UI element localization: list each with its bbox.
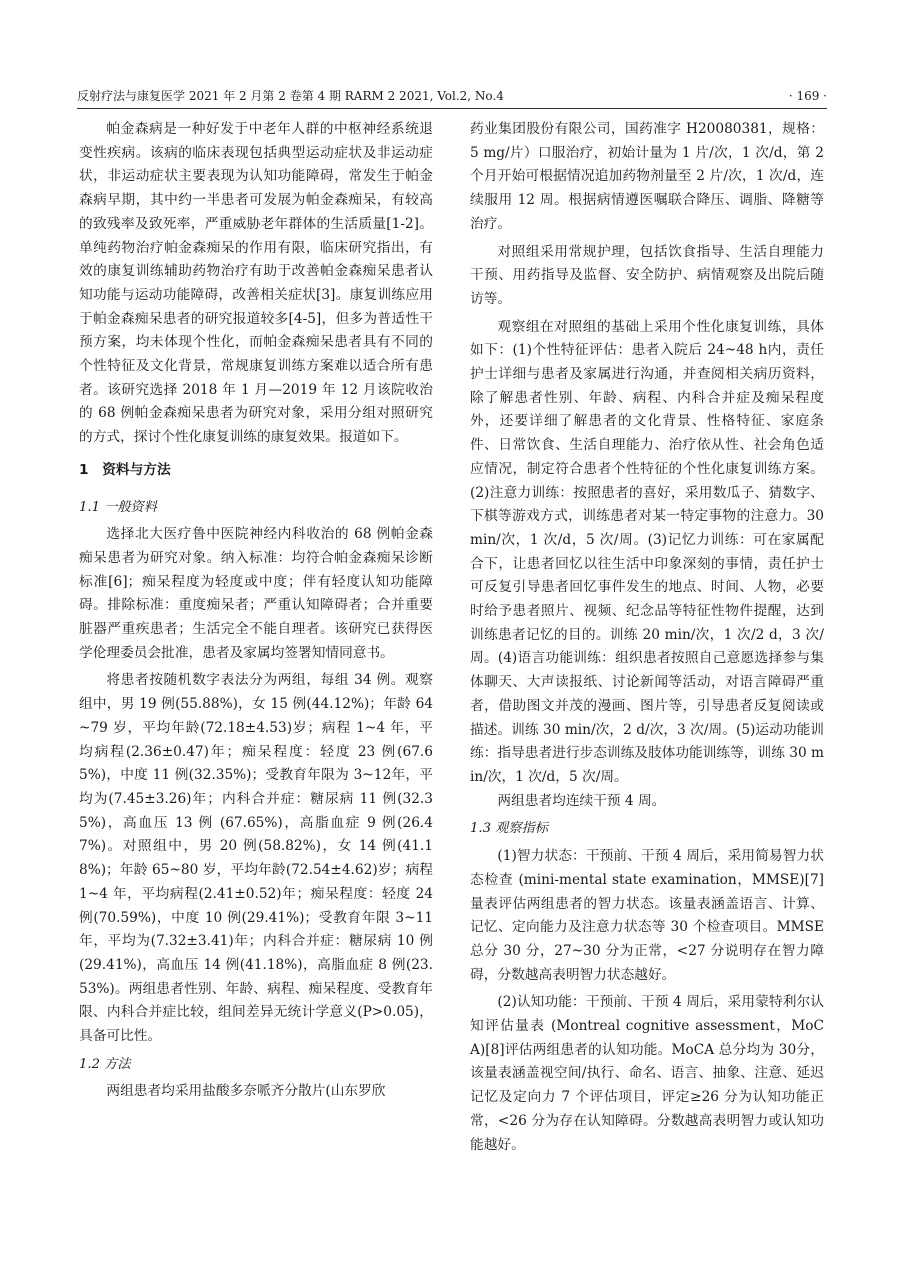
page-number: · 169 ·: [788, 89, 827, 103]
intro-paragraph: 帕金森病是一种好发于中老年人群的中枢神经系统退变性疾病。该病的临床表现包括典型运动症状及非运动症状，非运动症状主要表现为认知功能障碍，常发生于帕金森病早期，其中约一半患者可发展为帕金森痴呆，有较高的致残率及致死率，严重威胁老年群体的生活质量[1-2]。单纯药物治疗帕金森痴呆的作用有限，临床研究指出，有效的康复训练辅助药物治疗有助于改善帕金森痴呆患者认知功能与运动功能障碍，改善相关症状[3]。康复训练应用于帕金森痴呆患者的研究报道较多[4-5]，但多为普适性干预方案，均未体现个性化，而帕金森痴呆患者具有不同的个性特征及文化背景，常规康复训练方案难以适合所有患者。该研究选择 2018 年 1 月—2019 年 12 月该院收治的 68 例帕金森痴呆患者为研究对象，采用分组对照研究的方式，探讨个性化康复训练的康复效果。报道如下。: [79, 121, 433, 446]
mmse-paragraph: (1)智力状态：干预前、干预 4 周后，采用简易智力状态检查 (mini-mental state examination，MMSE)[7]量表评估两组患者的智力状态。该量表涵盖语言、计算、记忆、定向能力及注意力状态等 30 个检查项目。MMSE 总分 30 分，27~30 分为正常，<27 分说明存在智力障碍，分数越高表明智力状态越好。: [470, 848, 824, 983]
running-header: [77, 87, 827, 105]
method-paragraph-start: 两组患者均采用盐酸多奈哌齐分散片(山东罗欣: [106, 1083, 386, 1100]
subsection-heading-indicators: 1.3 观察指标: [470, 821, 548, 837]
left-column: [79, 118, 433, 1104]
right-column: [470, 118, 824, 1157]
control-group-paragraph: 对照组采用常规护理，包括饮食指导、生活自理能力干预、用药指导及监督、安全防护、病情观察及出院后随访等。: [470, 243, 824, 307]
subsection-heading-general-data: 1.1 一般资料: [79, 499, 157, 515]
grouping-paragraph: 将患者按随机数字表法分为两组，每组 34 例。观察组中，男 19 例(55.88%)，女 15 例(44.12%)；年龄 64~79 岁，平均年龄(72.18±4.53)岁；病程 1~4 年，平均病程(2.36±0.47)年；痴呆程度：轻度 23 例(67.65%)，中度 11 例(32.35%)；受教育年限为 3~12年，平均为(7.45±3.26)年；内科合并症：糖尿病 11 例(32.35%)，高血压 13 例 (67.65%)，高脂血症 9 例(26.47%)。对照组中，男 20 例(58.82%)，女 14 例(41.18%)；年龄 65~80 岁，平均年龄(72.54±4.62)岁；病程 1~4 年，平均病程(2.41±0.52)年；痴呆程度：轻度 24 例(70.59%)，中度 10 例(29.41%)；受教育年限 3~11 年，平均为(7.32±3.41)年；内科合并症：糖尿病 10 例(29.41%)，高血压 14 例(41.18%)，高脂血症 8 例(23.53%)。两组患者性别、年龄、病程、痴呆程度、受教育年限、内科合并症比较，组间差异无统计学意义(P>0.05)，具备可比性。: [79, 672, 433, 1045]
moca-paragraph: (2)认知功能：干预前、干预 4 周后，采用蒙特利尔认知评估量表 (Montreal cognitive assessment，MoCA)[8]评估两组患者的认知功能。MoCA 总分均为 30分，该量表涵盖视空间/执行、命名、语言、抽象、注意、延迟记忆及定向力 7 个评估项目，评定≥26 分为认知功能正常，<26 分为存在认知障碍。分数越高表明智力或认知功能越好。: [470, 994, 824, 1153]
header-rule: [77, 108, 827, 109]
method-paragraph-continued: 药业集团股份有限公司，国药准字 H20080381，规格：5 mg/片）口服治疗，初始计量为 1 片/次，1 次/d，第 2个月开始可根据情况追加药物剂量至 2 片/次，1 次/d，连续服用 12 周。根据病情遵医嘱联合降压、调脂、降糖等治疗。: [470, 121, 824, 232]
intervention-duration-paragraph: 两组患者均连续干预 4 周。: [497, 792, 666, 809]
section-heading-materials-methods: 1 资料与方法: [79, 461, 171, 478]
general-data-paragraph: 选择北大医疗鲁中医院神经内科收治的 68 例帕金森痴呆患者为研究对象。纳入标准：均符合帕金森痴呆诊断标准[6]；痴呆程度为轻度或中度；伴有轻度认知功能障碍。排除标准：重度痴呆者；严重认知障碍者；合并重要脏器严重疾患者；生活完全不能自理者。该研究已获得医学伦理委员会批准，患者及家属均签署知情同意书。: [79, 526, 433, 661]
observation-group-paragraph: 观察组在对照组的基础上采用个性化康复训练，具体如下：(1)个性特征评估：患者入院后 24~48 h内，责任护士详细与患者及家属进行沟通，并查阅相关病历资料，除了解患者性别、年龄、病程、内科合并症及痴呆程度外，还要详细了解患者的文化背景、性格特征、家庭条件、日常饮食、生活自理能力、治疗依从性、社会角色适应情况，制定符合患者个性特征的个性化康复训练方案。(2)注意力训练：按照患者的喜好，采用数瓜子、猜数字、下棋等游戏方式，训练患者对某一特定事物的注意力。30 min/次，1 次/d，5 次/周。(3)记忆力训练：可在家属配合下，让患者回忆以往生活中印象深刻的事情，责任护士可反复引导患者回忆事件发生的地点、时间、人物，必要时给予患者照片、视频、纪念品等特征性物件提醒，达到训练患者记忆的目的。训练 20 min/次，1 次/2 d，3 次/周。(4)语言功能训练：组织患者按照自己意愿选择参与集体聊天、大声读报纸、讨论新闻等活动，对语言障碍严重者，借助图文并茂的漫画、图片等，引导患者反复阅读或描述。训练 30 min/次，2 d/次，3 次/周。(5)运动功能训练：指导患者进行步态训练及肢体功能训练等，训练 30 min/次，1 次/d，5 次/周。: [470, 318, 824, 785]
subsection-heading-method: 1.2 方法: [79, 1056, 131, 1072]
journal-info: 反射疗法与康复医学 2021 年 2 月第 2 卷第 4 期 RARM 2 2021, Vol.2, No.4: [77, 89, 504, 103]
